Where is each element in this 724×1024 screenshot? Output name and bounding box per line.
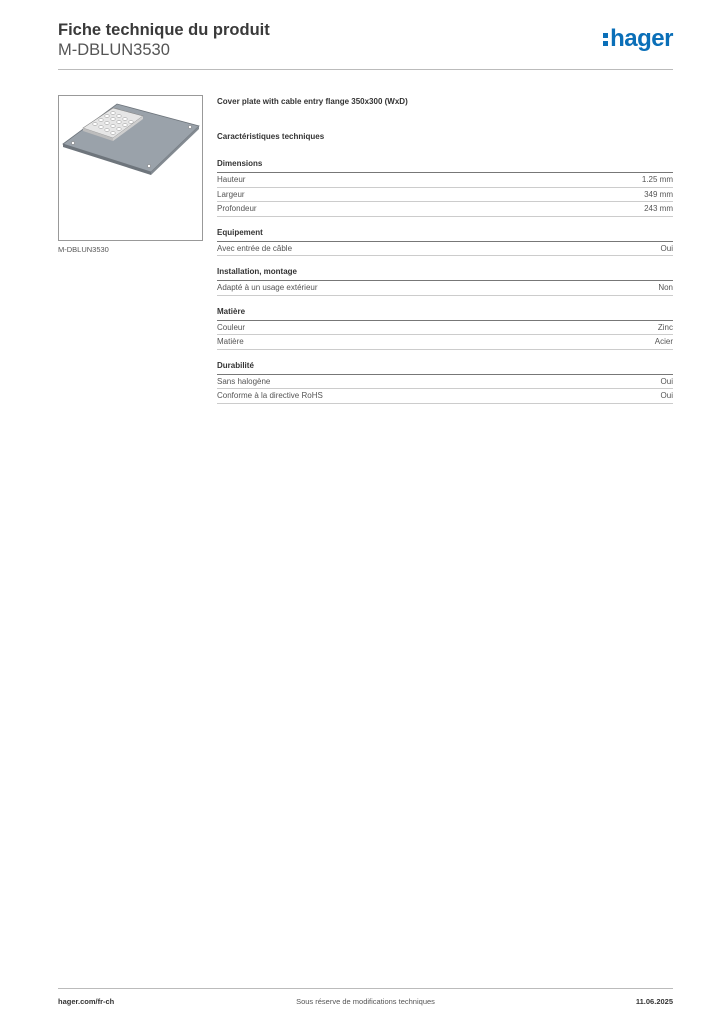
header-divider bbox=[58, 69, 673, 70]
spec-value: Oui bbox=[660, 376, 673, 386]
spec-value: 349 mm bbox=[644, 189, 673, 199]
spec-label: Conforme à la directive RoHS bbox=[217, 391, 323, 400]
footer-website-link[interactable]: hager.com/fr-ch bbox=[58, 997, 115, 1006]
spec-row bbox=[217, 188, 673, 203]
logo-text: hager bbox=[610, 25, 673, 52]
footer-date: 11.06.2025 bbox=[635, 997, 673, 1006]
group-title: Installation, montage bbox=[217, 266, 673, 281]
spec-group-matiere bbox=[217, 306, 673, 350]
spec-label: Largeur bbox=[217, 189, 245, 199]
footer-divider bbox=[58, 988, 673, 989]
group-title: Matière bbox=[217, 306, 673, 321]
spec-value: Oui bbox=[660, 391, 673, 400]
specs-heading: Caractéristiques techniques bbox=[217, 132, 325, 141]
spec-value: Acier bbox=[654, 337, 673, 346]
spec-value: 243 mm bbox=[644, 204, 673, 213]
spec-label: Profondeur bbox=[217, 204, 257, 213]
spec-row bbox=[217, 375, 673, 390]
spec-content bbox=[217, 96, 673, 404]
logo-dots-icon bbox=[603, 31, 609, 47]
spec-row bbox=[217, 242, 673, 257]
spec-row bbox=[217, 173, 673, 188]
spec-value: Non bbox=[658, 283, 673, 292]
spec-row bbox=[217, 335, 673, 350]
group-title: Dimensions bbox=[217, 158, 673, 173]
image-caption: M-DBLUN3530 bbox=[58, 245, 109, 254]
spec-label: Matière bbox=[217, 337, 244, 346]
spec-group-installation bbox=[217, 266, 673, 296]
spec-row bbox=[217, 202, 673, 217]
group-title: Equipement bbox=[217, 227, 673, 242]
hager-logo bbox=[603, 26, 673, 52]
spec-row bbox=[217, 281, 673, 296]
spec-group-dimensions bbox=[217, 158, 673, 217]
spec-value: 1.25 mm bbox=[641, 175, 673, 184]
spec-label: Avec entrée de câble bbox=[217, 243, 293, 253]
spec-row bbox=[217, 389, 673, 404]
cover-plate-illustration bbox=[59, 96, 203, 241]
footer-disclaimer: Sous réserve de modifications techniques bbox=[296, 997, 435, 1006]
group-title: Durabilité bbox=[217, 360, 673, 375]
spec-label: Couleur bbox=[217, 322, 246, 332]
spec-value: Zinc bbox=[657, 322, 673, 332]
spec-label: Adapté à un usage extérieur bbox=[217, 283, 318, 292]
product-image bbox=[58, 95, 203, 241]
page-header bbox=[58, 20, 673, 70]
spec-value: Oui bbox=[660, 243, 673, 253]
page-title: Fiche technique du produit bbox=[58, 21, 270, 39]
product-description: Cover plate with cable entry flange 350x300 (WxD) bbox=[217, 97, 408, 106]
spec-group-equipement bbox=[217, 227, 673, 257]
spec-label: Sans halogène bbox=[217, 376, 271, 386]
product-reference: M-DBLUN3530 bbox=[58, 41, 170, 59]
spec-row bbox=[217, 321, 673, 336]
spec-group-durabilite bbox=[217, 360, 673, 404]
spec-label: Hauteur bbox=[217, 175, 246, 184]
